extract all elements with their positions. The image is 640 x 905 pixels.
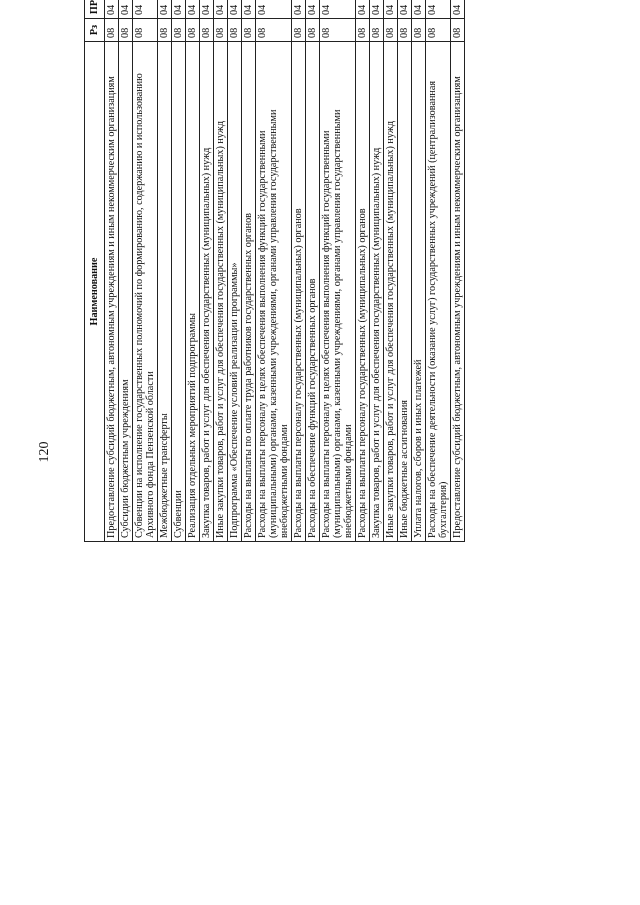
cell-rz: 08: [412, 19, 426, 42]
cell-pr: 04: [256, 0, 292, 19]
cell-name: Иные закупки товаров, работ и услуг для обеспечения государственных (муниципальных) нужд: [384, 42, 398, 542]
cell-pr: 04: [228, 0, 242, 19]
cell-rz: 08: [172, 19, 186, 42]
cell-pr: 04: [356, 0, 370, 19]
table-row: [398, 0, 412, 542]
header-pr: ПР: [85, 0, 105, 19]
table-row: [426, 0, 451, 542]
cell-rz: 08: [320, 19, 356, 42]
cell-pr: 04: [186, 0, 200, 19]
table-row: [200, 0, 214, 542]
cell-name: Подпрограмма «Обеспечение условий реализации программы»: [228, 42, 242, 542]
header-name: Наименование: [85, 42, 105, 542]
table-row: [356, 0, 370, 542]
table-row: [370, 0, 384, 542]
cell-name: Иные закупки товаров, работ и услуг для обеспечения государственных (муниципальных) нужд: [214, 42, 228, 542]
cell-rz: 08: [214, 19, 228, 42]
cell-name: Субвенции на исполнение государственных полномочий по формированию, содержанию и использованию Архивного фонда Пензенской области: [133, 42, 158, 542]
cell-pr: 04: [426, 0, 451, 19]
cell-name: Реализация отдельных мероприятий подпрограммы: [186, 42, 200, 542]
cell-pr: 04: [292, 0, 306, 19]
cell-rz: 08: [398, 19, 412, 42]
cell-name: Субвенции: [172, 42, 186, 542]
page-number: 120: [37, 441, 52, 463]
cell-pr: 04: [214, 0, 228, 19]
table-row: [306, 0, 320, 542]
table-header-row: [85, 0, 105, 542]
cell-pr: 04: [200, 0, 214, 19]
cell-name: Иные бюджетные ассигнования: [398, 42, 412, 542]
table-row: [105, 0, 119, 542]
cell-pr: 04: [105, 0, 119, 19]
cell-pr: 04: [398, 0, 412, 19]
cell-rz: 08: [256, 19, 292, 42]
table-row: [292, 0, 306, 542]
cell-rz: 08: [426, 19, 451, 42]
cell-pr: 04: [172, 0, 186, 19]
cell-name: Предоставление субсидий бюджетным, автономным учреждениям и иным некоммерческим организациям: [451, 42, 465, 542]
cell-name: Расходы на выплаты персоналу государственных (муниципальных) органов: [292, 42, 306, 542]
cell-rz: 08: [242, 19, 256, 42]
cell-rz: 08: [133, 19, 158, 42]
table-row: [228, 0, 242, 542]
cell-rz: 08: [119, 19, 133, 42]
table-body: [105, 0, 465, 542]
cell-name: Расходы на обеспечение функций государственных органов: [306, 42, 320, 542]
cell-pr: 04: [158, 0, 172, 19]
header-rz: Рз: [85, 19, 105, 42]
table-row: [186, 0, 200, 542]
cell-pr: 04: [119, 0, 133, 19]
cell-pr: 04: [242, 0, 256, 19]
table-row: [172, 0, 186, 542]
cell-name: Предоставление субсидий бюджетным, автономным учреждениям и иным некоммерческим организациям: [105, 42, 119, 542]
cell-rz: 08: [451, 19, 465, 42]
cell-rz: 08: [186, 19, 200, 42]
cell-name: Закупка товаров, работ и услуг для обеспечения государственных (муниципальных) нужд: [370, 42, 384, 542]
cell-name: Расходы на выплаты персоналу в целях обеспечения выполнения функций государственными (муниципальными) органами, казенными учреждениями, органами управления государственными внебюджетными фондами: [320, 42, 356, 542]
table-row: [133, 0, 158, 542]
table-row: [119, 0, 133, 542]
table-container: [84, 0, 570, 542]
cell-name: Расходы на выплаты персоналу в целях обеспечения выполнения функций государственными (муниципальными) органами, казенными учреждениями, органами управления государственными внебюджетными фондами: [256, 42, 292, 542]
table-row: [320, 0, 356, 542]
cell-pr: 04: [370, 0, 384, 19]
cell-pr: 04: [306, 0, 320, 19]
rotated-page-region: [84, 0, 570, 849]
cell-pr: 04: [451, 0, 465, 19]
cell-name: Субсидии бюджетным учреждениям: [119, 42, 133, 542]
cell-rz: 08: [384, 19, 398, 42]
budget-table: [84, 0, 465, 542]
cell-pr: 04: [320, 0, 356, 19]
cell-pr: 04: [384, 0, 398, 19]
cell-name: Закупка товаров, работ и услуг для обеспечения государственных (муниципальных) нужд: [200, 42, 214, 542]
cell-rz: 08: [158, 19, 172, 42]
cell-rz: 08: [105, 19, 119, 42]
cell-pr: 04: [412, 0, 426, 19]
cell-name: Расходы на выплаты по оплате труда работников государственных органов: [242, 42, 256, 542]
cell-name: Расходы на выплаты персоналу государственных (муниципальных) органов: [356, 42, 370, 542]
cell-rz: 08: [370, 19, 384, 42]
table-row: [256, 0, 292, 542]
cell-rz: 08: [228, 19, 242, 42]
cell-rz: 08: [356, 19, 370, 42]
table-row: [242, 0, 256, 542]
cell-pr: 04: [133, 0, 158, 19]
table-row: [214, 0, 228, 542]
cell-name: Уплата налогов, сборов и иных платежей: [412, 42, 426, 542]
cell-name: Расходы на обеспечение деятельности (оказание услуг) государственных учреждений (централизованная бухгалтерия): [426, 42, 451, 542]
cell-rz: 08: [306, 19, 320, 42]
cell-rz: 08: [200, 19, 214, 42]
cell-name: Межбюджетные трансферты: [158, 42, 172, 542]
table-row: [412, 0, 426, 542]
table-row: [451, 0, 465, 542]
cell-rz: 08: [292, 19, 306, 42]
table-row: [158, 0, 172, 542]
table-row: [384, 0, 398, 542]
